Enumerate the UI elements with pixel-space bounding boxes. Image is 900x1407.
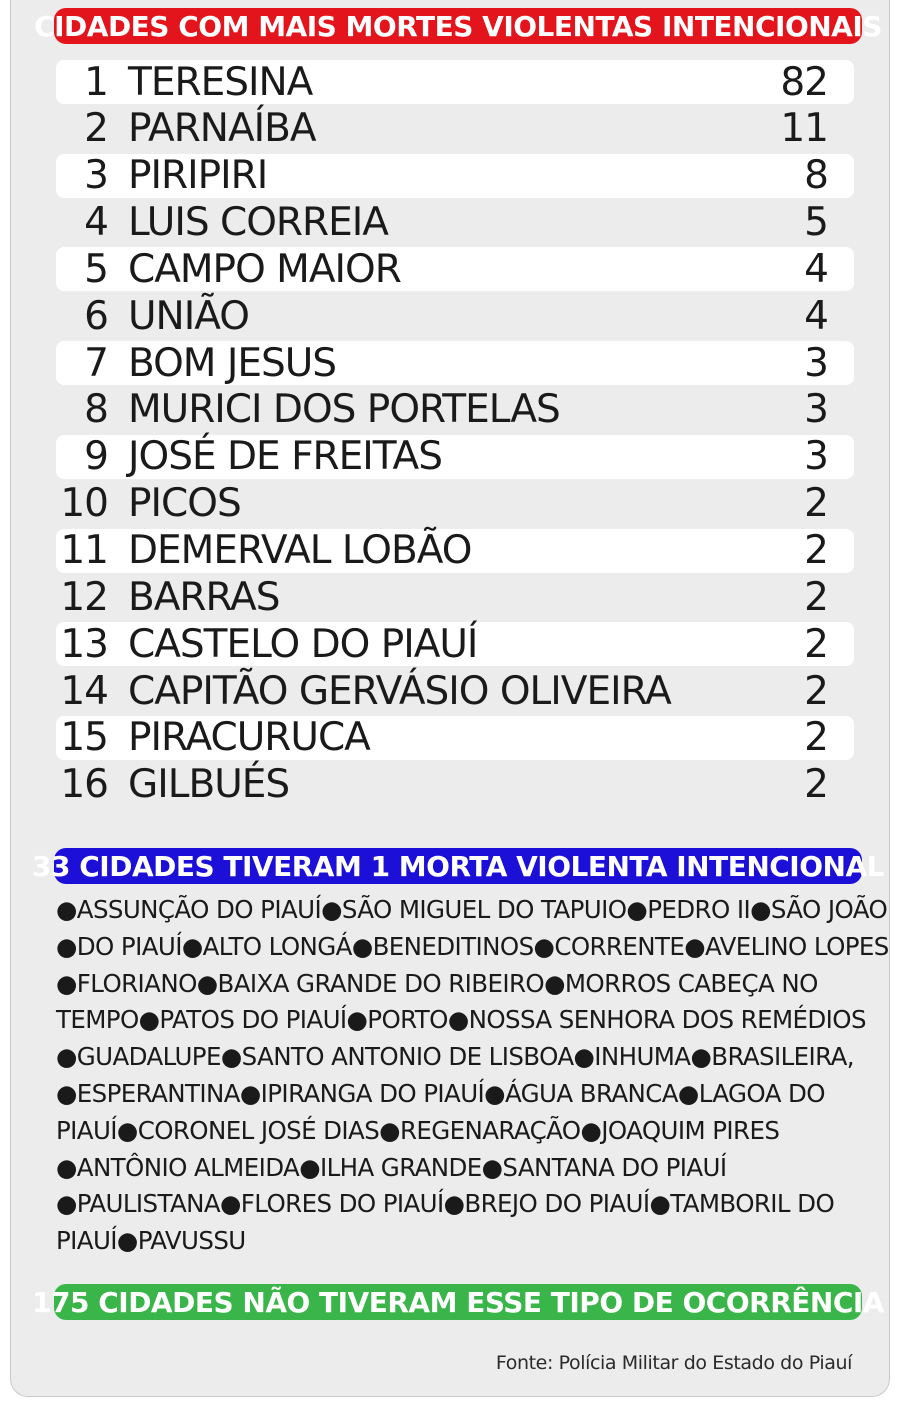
rank-death-count: 5 <box>804 200 828 246</box>
no-occurrence-banner: 175 CIDADES NÃO TIVERAM ESSE TIPO DE OCORRÊNCIA <box>32 1285 884 1319</box>
city-list-line: ●FLORIANO●BAIXA GRANDE DO RIBEIRO●MORROS CABEÇA NO <box>56 968 818 998</box>
rank-death-count: 11 <box>780 106 828 152</box>
one-death-city-list <box>56 892 889 1260</box>
ranking-row <box>56 60 854 104</box>
source-note: Fonte: Polícia Militar do Estado do Piauí <box>495 1352 852 1374</box>
rank-city-name: TERESINA <box>128 59 313 105</box>
rank-number: 11 <box>60 528 108 573</box>
ranking-row <box>56 763 854 807</box>
rank-death-count: 2 <box>804 528 828 573</box>
city-list-line: PIAUÍ●PAVUSSU <box>56 1226 246 1256</box>
rank-death-count: 2 <box>804 762 828 808</box>
city-list-line: ●ESPERANTINA●IPIRANGA DO PIAUÍ●ÁGUA BRANCA●LAGOA DO <box>56 1078 825 1108</box>
rank-number: 9 <box>84 434 108 480</box>
ranking-row <box>56 716 854 760</box>
rank-city-name: BARRAS <box>128 574 280 620</box>
ranking-row <box>56 622 854 666</box>
rank-death-count: 2 <box>804 481 828 527</box>
ranking-row <box>56 482 854 526</box>
rank-number: 5 <box>84 246 108 292</box>
ranking-row <box>56 388 854 432</box>
ranking-row <box>56 247 854 291</box>
rank-number: 13 <box>60 621 108 667</box>
rank-death-count: 3 <box>804 434 828 480</box>
rank-number: 10 <box>60 481 108 527</box>
one-death-title-banner: 33 CIDADES TIVERAM 1 MORTA VIOLENTA INTENCIONAL <box>32 849 884 883</box>
ranking-title-banner: CIDADES COM MAIS MORTES VIOLENTAS INTENCIONAIS <box>34 9 882 43</box>
rank-death-count: 3 <box>804 387 828 433</box>
rank-city-name: UNIÃO <box>128 293 249 339</box>
rank-number: 15 <box>60 715 108 761</box>
rank-city-name: CASTELO DO PIAUÍ <box>128 621 478 667</box>
rank-city-name: PIRACURUCA <box>128 715 370 761</box>
rank-number: 7 <box>84 340 108 386</box>
rank-death-count: 2 <box>804 621 828 667</box>
city-list-line: ●ASSUNÇÃO DO PIAUÍ●SÃO MIGUEL DO TAPUIO●PEDRO II●SÃO JOÃO <box>56 895 888 924</box>
rank-death-count: 2 <box>804 715 828 761</box>
rank-number: 3 <box>84 153 108 199</box>
ranking-row <box>56 201 854 245</box>
rank-number: 16 <box>60 762 108 808</box>
ranking-row <box>56 294 854 338</box>
rank-city-name: LUIS CORREIA <box>128 200 388 246</box>
rank-city-name: CAPITÃO GERVÁSIO OLIVEIRA <box>128 668 671 714</box>
rank-number: 4 <box>84 200 108 246</box>
ranking-row <box>56 529 854 573</box>
rank-city-name: PIRIPIRI <box>128 153 268 199</box>
city-list-line: ●ANTÔNIO ALMEIDA●ILHA GRANDE●SANTANA DO PIAUÍ <box>56 1152 727 1182</box>
rank-city-name: PARNAÍBA <box>128 106 316 152</box>
rank-number: 8 <box>84 387 108 433</box>
rank-city-name: BOM JESUS <box>128 340 337 386</box>
rank-number: 2 <box>84 106 108 152</box>
rank-city-name: CAMPO MAIOR <box>128 246 401 292</box>
city-list-line: ●DO PIAUÍ●ALTO LONGÁ●BENEDITINOS●CORRENTE●AVELINO LOPES <box>56 931 889 961</box>
city-list-line: ●PAULISTANA●FLORES DO PIAUÍ●BREJO DO PIAUÍ●TAMBORIL DO <box>56 1189 835 1219</box>
ranking-row <box>56 669 854 713</box>
rank-death-count: 3 <box>804 340 828 386</box>
city-list-line: TEMPO●PATOS DO PIAUÍ●PORTO●NOSSA SENHORA DOS REMÉDIOS <box>56 1005 866 1035</box>
rank-death-count: 4 <box>804 246 828 292</box>
ranking-row <box>56 435 854 479</box>
rank-city-name: DEMERVAL LOBÃO <box>128 528 472 573</box>
city-list-line: ●GUADALUPE●SANTO ANTONIO DE LISBOA●INHUMA●BRASILEIRA, <box>56 1042 854 1072</box>
ranking-row <box>56 107 854 151</box>
rank-number: 14 <box>60 668 108 714</box>
rank-death-count: 82 <box>780 59 828 105</box>
ranking-row <box>56 575 854 619</box>
rank-death-count: 4 <box>804 293 828 339</box>
rank-death-count: 2 <box>804 668 828 714</box>
rank-number: 1 <box>84 59 108 105</box>
rank-city-name: JOSÉ DE FREITAS <box>128 434 442 480</box>
rank-city-name: GILBUÉS <box>128 762 290 808</box>
ranking-row <box>56 154 854 198</box>
rank-number: 6 <box>84 293 108 339</box>
rank-city-name: PICOS <box>128 481 241 527</box>
city-list-line: PIAUÍ●CORONEL JOSÉ DIAS●REGENARAÇÃO●JOAQUIM PIRES <box>56 1115 780 1145</box>
rank-number: 12 <box>60 574 108 620</box>
rank-death-count: 2 <box>804 574 828 620</box>
rank-death-count: 8 <box>804 153 828 199</box>
ranking-row <box>56 341 854 385</box>
rank-city-name: MURICI DOS PORTELAS <box>128 387 560 433</box>
